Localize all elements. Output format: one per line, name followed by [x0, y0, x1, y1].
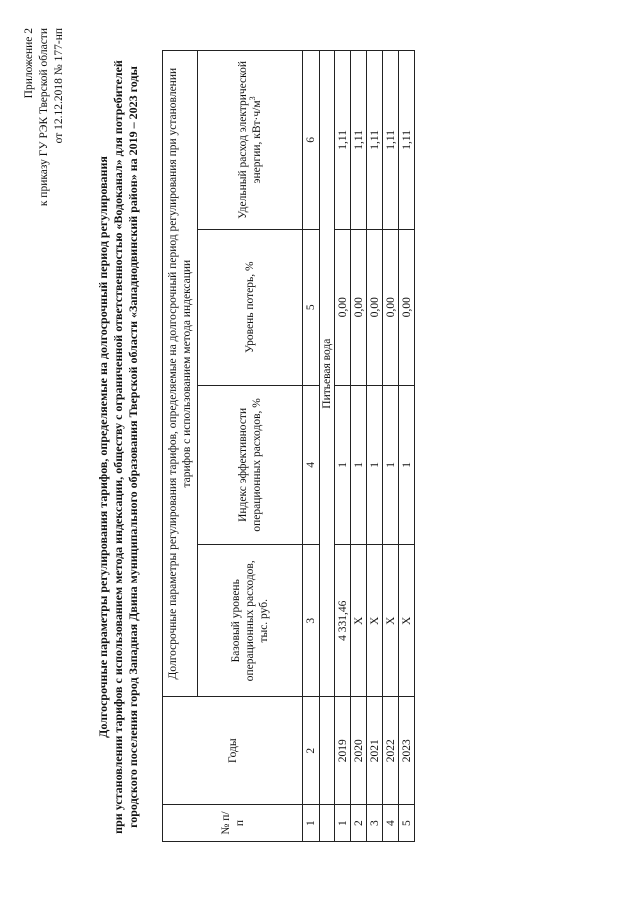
cell-index: 1: [367, 385, 383, 545]
section-empty-cell: [320, 805, 335, 842]
table-row: [351, 51, 367, 842]
cell-num: 2: [351, 805, 367, 842]
col-number: 4: [303, 385, 320, 545]
header-efficiency-index: Индекс эффективности операционных расходов, %: [198, 385, 303, 545]
cell-loss: 0,00: [383, 229, 399, 385]
header-energy-text: Удельный расход электрической энергии, кВт·ч/м: [237, 60, 263, 219]
header-num: № п/п: [163, 805, 303, 842]
appendix-line-2: к приказу ГУ РЭК Тверской области: [38, 28, 50, 207]
header-energy-sup: 3: [248, 96, 258, 101]
cell-index: 1: [399, 385, 415, 545]
column-numbers-row: [303, 51, 320, 842]
cell-num: 1: [335, 805, 351, 842]
section-row: [320, 51, 335, 842]
cell-index: 1: [383, 385, 399, 545]
cell-energy: 1,11: [335, 51, 351, 230]
header-energy-consumption: [198, 51, 303, 230]
cell-year: 2020: [351, 697, 367, 805]
table-row: [383, 51, 399, 842]
table-row: [335, 51, 351, 842]
cell-year: 2019: [335, 697, 351, 805]
section-empty-cell: [320, 697, 335, 805]
cell-year: 2023: [399, 697, 415, 805]
appendix-note: [22, 28, 67, 206]
cell-index: 1: [351, 385, 367, 545]
table-row: [367, 51, 383, 842]
title-line-2: при установлении тарифов с использованием метода индексации, обществу с ограниченной ответственностью «Водоканал» для потребителей: [111, 60, 125, 834]
cell-loss: 0,00: [367, 229, 383, 385]
col-number: 2: [303, 697, 320, 805]
cell-base: Х: [383, 545, 399, 697]
col-number: 6: [303, 51, 320, 230]
parameters-table: [162, 50, 415, 842]
appendix-line-3: от 12.12.2018 № 177-нп: [53, 28, 65, 144]
cell-energy: 1,11: [383, 51, 399, 230]
header-years: Годы: [163, 697, 303, 805]
cell-base: Х: [399, 545, 415, 697]
cell-num: 5: [399, 805, 415, 842]
cell-num: 4: [383, 805, 399, 842]
cell-num: 3: [367, 805, 383, 842]
header-row-group: [163, 51, 198, 842]
cell-index: 1: [335, 385, 351, 545]
cell-energy: 1,11: [399, 51, 415, 230]
cell-loss: 0,00: [335, 229, 351, 385]
section-title: Питьевая вода: [320, 51, 335, 697]
col-number: 1: [303, 805, 320, 842]
cell-base: Х: [367, 545, 383, 697]
cell-year: 2022: [383, 697, 399, 805]
col-number: 5: [303, 229, 320, 385]
header-base-opex: Базовый уровень операционных расходов, тыс. руб.: [198, 545, 303, 697]
table-row: [399, 51, 415, 842]
cell-loss: 0,00: [399, 229, 415, 385]
cell-year: 2021: [367, 697, 383, 805]
title-line-1: Долгосрочные параметры регулирования тарифов, определяемые на долгосрочный период регулирования: [96, 156, 110, 738]
col-number: 3: [303, 545, 320, 697]
title-line-3: городского поселения город Западная Двина муниципального образования Тверской области «Западнодвинский район» на 2019 – 2023 годы: [126, 66, 140, 828]
cell-energy: 1,11: [367, 51, 383, 230]
header-loss-level: Уровень потерь, %: [198, 229, 303, 385]
cell-loss: 0,00: [351, 229, 367, 385]
cell-base: 4 331,46: [335, 545, 351, 697]
appendix-line-1: Приложение 2: [23, 28, 35, 99]
cell-base: Х: [351, 545, 367, 697]
header-group: Долгосрочные параметры регулирования тарифов, определяемые на долгосрочный период регулирования при установлении тарифов с использованием метода индексации: [163, 51, 198, 697]
cell-energy: 1,11: [351, 51, 367, 230]
document-title: [96, 30, 141, 864]
